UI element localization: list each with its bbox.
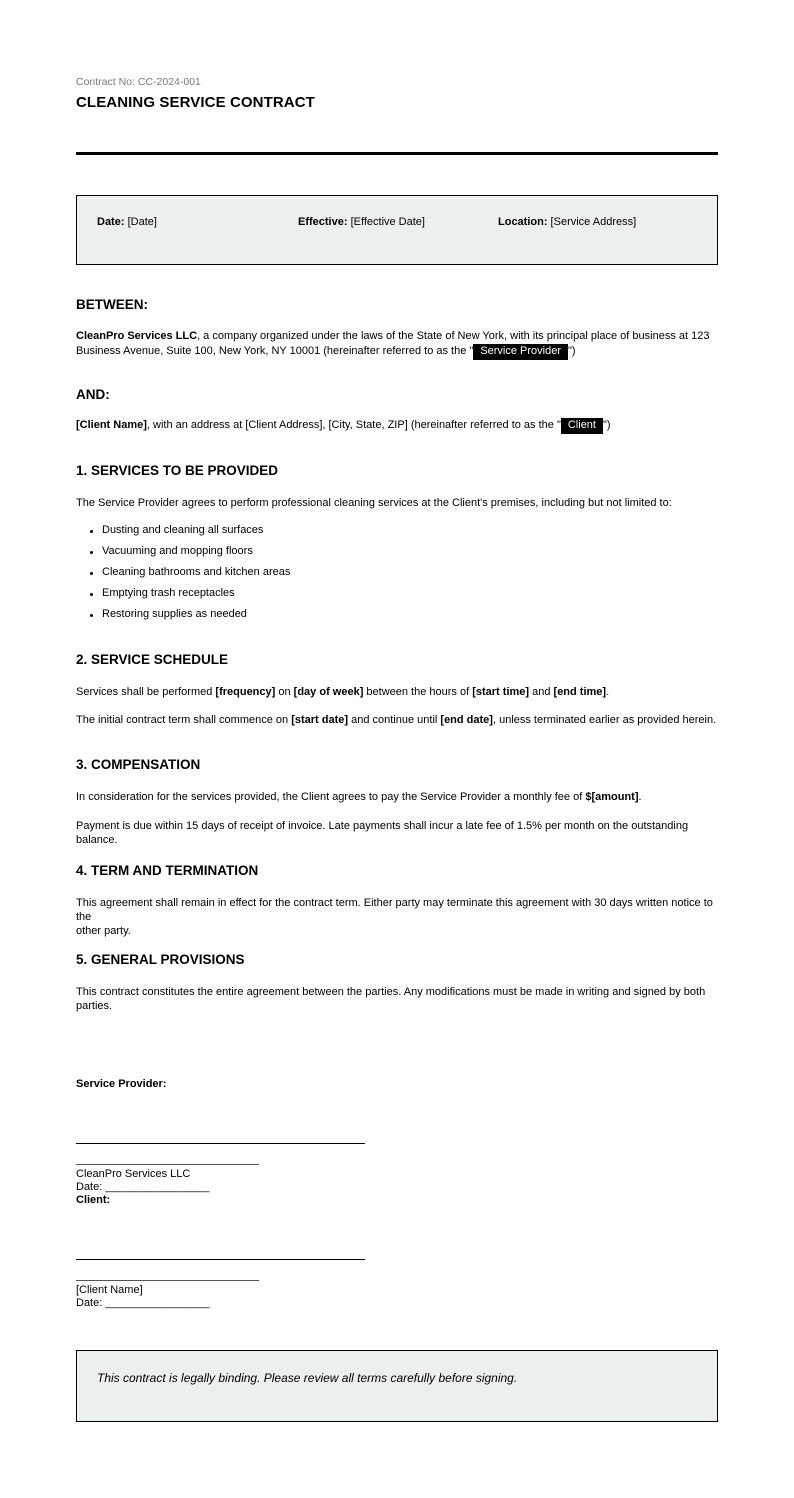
compensation-paragraph-1 <box>76 790 718 804</box>
section-general-heading: 5. GENERAL PROVISIONS <box>76 952 245 967</box>
client-highlight: Client <box>561 418 603 434</box>
text: In consideration for the services provided, the Client agrees to pay the Service Provider a monthly fee of <box>76 791 586 803</box>
schedule-paragraph-2 <box>76 713 718 727</box>
and-close: ") <box>602 419 611 431</box>
info-effective <box>298 216 425 230</box>
end-date-placeholder: [end date] <box>440 714 493 726</box>
amount-placeholder: $[amount] <box>585 791 639 803</box>
text: Services shall be performed <box>76 686 216 698</box>
contract-number: Contract No: CC-2024-001 <box>76 76 201 88</box>
and-text: , with an address at [Client Address], [City, State, ZIP] (hereinafter referred to as the " <box>146 419 561 431</box>
list-item: Vacuuming and mopping floors <box>102 545 253 557</box>
legal-notice-text: This contract is legally binding. Please review all terms carefully before signing. <box>97 1371 518 1385</box>
and-paragraph <box>76 418 718 434</box>
text: , unless terminated earlier as provided herein. <box>492 714 717 726</box>
client-signature-name: [Client Name] <box>76 1284 143 1296</box>
between-paragraph <box>76 329 718 360</box>
info-location-label: Location: <box>498 216 548 228</box>
client-name: [Client Name] <box>76 419 147 431</box>
section-services-heading: 1. SERVICES TO BE PROVIDED <box>76 463 279 478</box>
text: on <box>275 686 294 698</box>
info-effective-value: [Effective Date] <box>347 216 425 228</box>
start-time-placeholder: [start time] <box>472 686 530 698</box>
term-paragraph <box>76 896 718 938</box>
text: The initial contract term shall commence on <box>76 714 292 726</box>
client-signature-date[interactable]: Date: _________________ <box>76 1297 210 1309</box>
text: This agreement shall remain in effect for the contract term. Either party may terminate this agreement with 30 days written notice to the <box>76 897 713 923</box>
text: other party. <box>76 925 131 937</box>
and-heading: AND: <box>76 387 110 402</box>
text: and continue until <box>348 714 441 726</box>
compensation-paragraph-2: Payment is due within 15 days of receipt of invoice. Late payments shall incur a late fee of 1.5% per month on the outstanding balance. <box>76 820 689 846</box>
provider-signature-date[interactable]: Date: _________________ <box>76 1181 210 1193</box>
contract-info-box <box>76 195 718 265</box>
services-intro: The Service Provider agrees to perform professional cleaning services at the Client's premises, including but not limited to: <box>76 497 672 509</box>
between-text-2: Business Avenue, Suite 100, New York, NY 10001 (hereinafter referred to as the " <box>76 345 474 357</box>
provider-signature-line[interactable] <box>76 1143 365 1144</box>
legal-notice-box <box>76 1350 718 1422</box>
provider-company-name: CleanPro Services LLC <box>76 330 198 342</box>
text: . <box>638 791 642 803</box>
text: . <box>606 686 610 698</box>
day-of-week-placeholder: [day of week] <box>293 686 364 698</box>
text: and <box>529 686 554 698</box>
provider-name-underline <box>76 1164 259 1165</box>
info-effective-label: Effective: <box>298 216 348 228</box>
between-close: ") <box>568 345 576 357</box>
provider-signature-name: CleanPro Services LLC <box>76 1168 191 1180</box>
text: This contract constitutes the entire agreement between the parties. Any modifications must be made in writing and signed by both <box>76 986 706 998</box>
text: between the hours of <box>363 686 473 698</box>
general-paragraph <box>76 985 718 1013</box>
section-schedule-heading: 2. SERVICE SCHEDULE <box>76 652 229 667</box>
text: parties. <box>76 1000 113 1012</box>
list-item: Restoring supplies as needed <box>102 608 247 620</box>
between-text-1: , a company organized under the laws of the State of New York, with its principal place of business at 123 <box>197 330 710 342</box>
schedule-paragraph-1 <box>76 685 718 699</box>
frequency-placeholder: [frequency] <box>215 686 276 698</box>
document-title: CLEANING SERVICE CONTRACT <box>76 94 315 111</box>
section-compensation-heading: 3. COMPENSATION <box>76 757 201 772</box>
info-location-value: [Service Address] <box>547 216 637 228</box>
info-date-value: [Date] <box>124 216 157 228</box>
list-item: Emptying trash receptacles <box>102 587 235 599</box>
info-date-label: Date: <box>97 216 125 228</box>
title-divider <box>76 152 718 155</box>
info-location <box>498 216 636 230</box>
section-term-heading: 4. TERM AND TERMINATION <box>76 863 259 878</box>
start-date-placeholder: [start date] <box>291 714 349 726</box>
end-time-placeholder: [end time] <box>553 686 607 698</box>
between-heading: BETWEEN: <box>76 297 148 312</box>
provider-signature-label: Service Provider: <box>76 1078 167 1090</box>
client-signature-line[interactable] <box>76 1259 365 1260</box>
client-name-underline <box>76 1280 259 1281</box>
list-item: Dusting and cleaning all surfaces <box>102 524 264 536</box>
info-date <box>97 216 157 230</box>
service-provider-highlight: Service Provider <box>473 344 568 360</box>
list-item: Cleaning bathrooms and kitchen areas <box>102 566 291 578</box>
client-signature-label: Client: <box>76 1194 111 1206</box>
